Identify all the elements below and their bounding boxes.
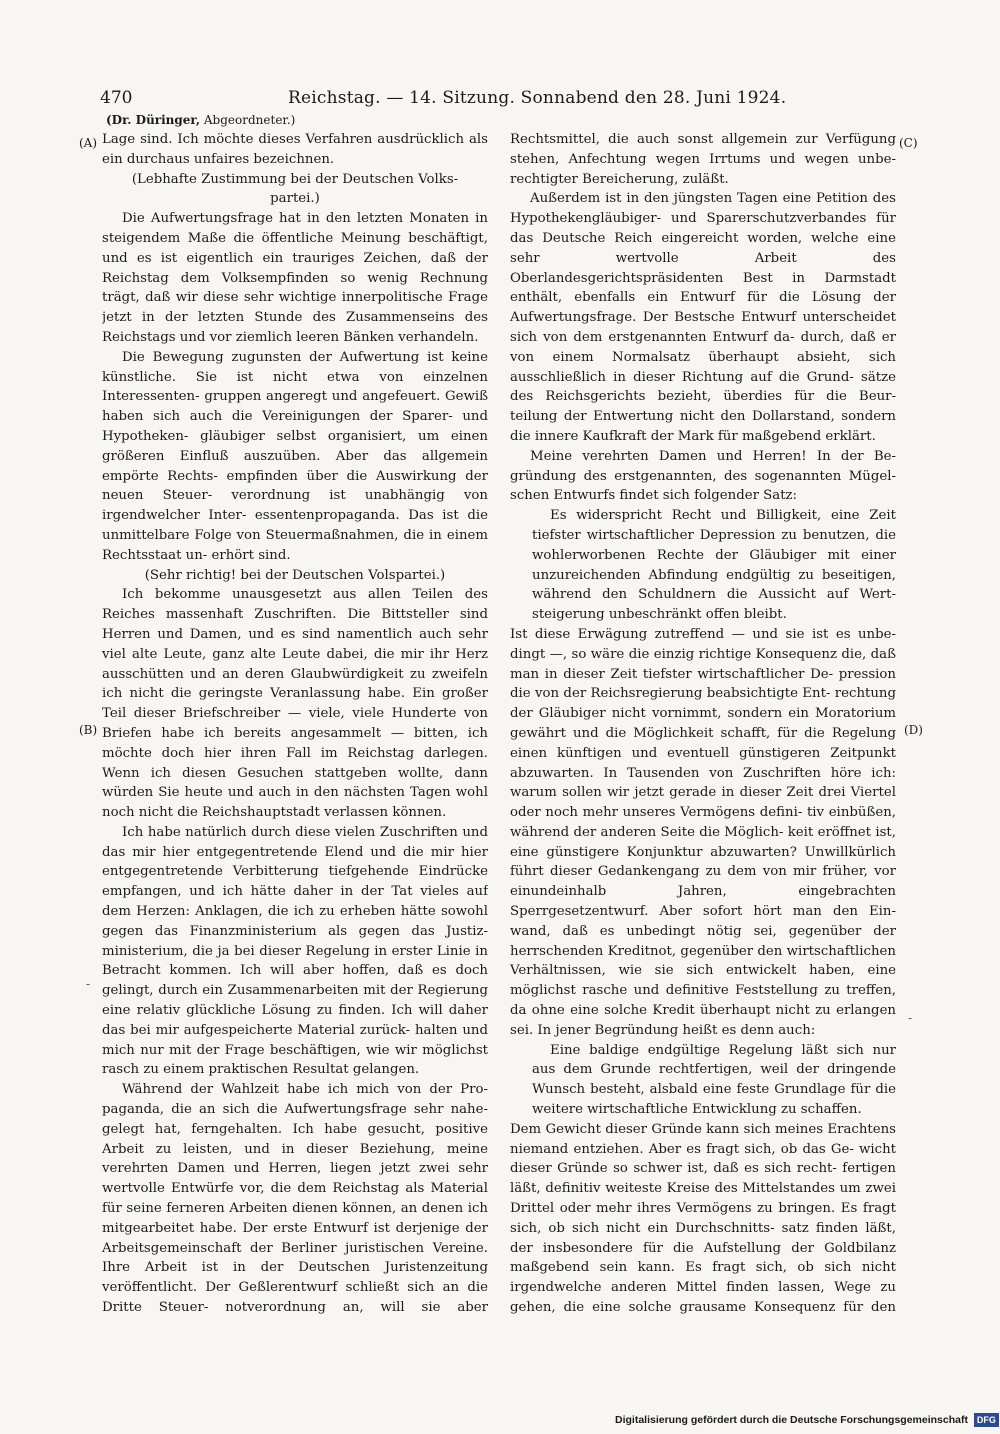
dfg-logo: DFG	[974, 1413, 999, 1427]
margin-marker-a: (A)	[79, 136, 98, 150]
paragraph: Während der Wahlzeit habe ich mich von der Pro- paganda, die an sich die Aufwertungsfrage sehr nahe- gelegt hat, ferngehalten. Ich habe gesucht, positive Arbeit zu leisten, und in dieser Beziehung, meine verehrten Damen und Herren, liegen jetzt zwei sehr wertvolle Entwürfe vor, die dem Reichstag als Material für seine ferneren Arbeiten dienen können, an denen ich mitgearbeitet habe. Der erste Entwurf ist derjenige der Arbeitsgemeinschaft der Berliner juristischen Vereine. Ihre Arbeit ist in der Deutschen Juristenzeitung veröffentlicht. Der Geßlerentwurf schließt sich an die Dritte Steuer- notverordnung an, will sie aber	[102, 1082, 488, 1316]
page-number: 470	[100, 88, 133, 108]
paragraph: Ist diese Erwägung zutreffend — und sie ist es unbe- dingt —, so wäre die einzig richtige Konsequenz die, daß man in dieser Zeit tiefster wirtschaftlicher De- pression die von der Reichsregierung beabsichtigte Ent- rechtung der Gläubiger nicht vornimmt, sondern ein Moratorium gewährt und die Möglichkeit schafft, für die Regelung einen künftigen und eventuell günstigeren Zeitpunkt abzuwarten. In Tausenden von Zuschriften höre ich: warum sollen wir jetzt gerade in dieser Zeit drei Viertel oder noch mehr unseres Vermögens defini- tiv einbüßen, während der anderen Seite die Möglich- keit eröffnet ist, eine günstigere Konjunktur abzuwarten? Unwillkürlich führt dieser Gedankengang zu dem von mir früher, vor einundeinhalb Jahren, eingebrachten Sperrgesetzentwurf. Aber sofort hört man den Ein- wand, daß es unbedingt nötig sei, gegenüber der herrschenden Kreditnot, gegenüber den wirtschaftlichen Verhältnissen, wie sie sich entwickelt haben, eine möglichst rasche und definitive Feststellung zu treffen, da ohne eine solche Kredit überhaupt nicht zu erlangen sei. In jener Begründung heißt es denn auch:	[510, 626, 896, 1038]
paragraph: Ich habe natürlich durch diese vielen Zuschriften und das mir hier entgegentretende Elend und die mir hier entgegentretende Verbitterung tiefgehende Eindrücke empfangen, und ich hätte daher in der Tat vieles auf dem Herzen: Anklagen, die ich zu erheben hätte sowohl gegen das Finanzministerium als gegen das Justiz- ministerium, die ja bei dieser Regelung in erster Linie in Betracht kommen. Ich will aber hoffen, daß es doch gelingt, durch ein Zusammenarbeiten mit der Regierung eine relativ glückliche Lösung zu finden. Ich will daher das bei mir aufgespeicherte Material zurück- halten und mich nur mit der Frage beschäftigen, wie wir möglichst rasch zu einem praktischen Resultat gelangen.	[102, 824, 488, 1078]
paragraph: Lage sind. Ich möchte dieses Verfahren ausdrücklich als ein durchaus unfaires bezeichnen.	[102, 132, 488, 167]
paragraph: Meine verehrten Damen und Herren! In der Be- gründung des erstgenannten, des sogenannten Mügel- schen Entwurfs findet sich folgender Satz:	[510, 448, 896, 504]
paragraph: Die Aufwertungsfrage hat in den letzten Monaten in steigendem Maße die öffentliche Meinung beschäftigt, und es ist eigentlich ein trauriges Zeichen, daß der Reichstag dem Volksempfinden so wenig Rechnung trägt, daß wir diese sehr wichtige innerpolitische Frage jetzt in der letzten Stunde des Zusammenseins des Reichstags und vor ziemlich leeren Bänken verhandeln.	[102, 211, 488, 345]
margin-dash: -	[86, 977, 91, 991]
right-column	[510, 130, 896, 1320]
block-quote: Eine baldige endgültige Regelung läßt sich nur aus dem Grunde rechtfertigen, weil der dringende Wunsch besteht, alsbald eine feste Grundlage für die weitere wirtschaftliche Entwicklung zu schaffen.	[532, 1042, 896, 1118]
speaker-line	[106, 112, 295, 128]
block-quote: Es widerspricht Recht und Billigkeit, eine Zeit tiefster wirtschaftlicher Depression zu benutzen, die wohlerworbenen Rechte der Gläubiger mit einer unzureichenden Abfindung endgültig zu beseitigen, während den Schuldnern die Aussicht auf Wert- steigerung unbeschränkt offen bleibt.	[532, 508, 896, 623]
interjection: (Sehr richtig! bei der Deutschen Volspartei.)	[144, 567, 446, 583]
paragraph: Die Bewegung zugunsten der Aufwertung ist keine künstliche. Sie ist nicht etwa von einzelnen Interessenten- gruppen angeregt und angefeuert. Gewiß haben sich auch die Vereinigungen der Sparer- und Hypotheken- gläubiger selbst organisiert, um einen größeren Einfluß auszuüben. Aber das allgemein empörte Rechts- empfinden über die Auswirkung der neuen Steuer- verordnung ist unabhängig von irgendwelcher Inter- essentenpropaganda. Das ist die unmittelbare Folge von Steuermaßnahmen, die in einem Rechtsstaat un- erhört sind.	[102, 349, 488, 563]
paragraph: Dem Gewicht dieser Gründe kann sich meines Erachtens niemand entziehen. Aber es fragt sich, ob das Ge- wicht dieser Gründe so schwer ist, daß es sich recht- fertigen läßt, definitiv weiteste Kreise des Mittelstandes um zwei Drittel oder mehr ihres Vermögens zu bringen. Es fragt sich, ob sich nicht ein Durchschnitts- satz finden läßt, der insbesondere für die Aufstellung der Goldbilanz maßgebend sein kann. Es fragt sich, ob sich nicht irgendwelche anderen Mittel finden lassen, Wege zu gehen, die eine solche grausame Konsequenz für den	[510, 1121, 896, 1316]
interjection: (Lebhafte Zustimmung bei der Deutschen Volks- partei.)	[131, 171, 459, 207]
margin-marker-c: (C)	[899, 136, 918, 150]
running-header	[100, 86, 910, 110]
speaker-name: (Dr. Düringer,	[106, 113, 201, 127]
digitization-footer	[615, 1413, 999, 1427]
speaker-role: Abgeordneter.)	[203, 113, 296, 127]
margin-marker-d: (D)	[904, 723, 923, 737]
left-column	[102, 130, 488, 1320]
footer-text: Digitalisierung gefördert durch die Deutsche Forschungsgemeinschaft	[615, 1414, 968, 1426]
paragraph: Außerdem ist in den jüngsten Tagen eine Petition des Hypothekengläubiger- und Sparerschutzverbandes für das Deutsche Reich eingereicht worden, welche eine sehr wertvolle Arbeit des Oberlandesgerichtspräsidenten Best in Darmstadt enthält, ebenfalls ein Entwurf für die Lösung der Aufwertungsfrage. Der Bestsche Entwurf unterscheidet sich von dem erstgenannten Entwurf da- durch, daß er von einem Normalsatz überhaupt absieht, sich ausschließlich in dieser Richtung auf die Grund- sätze des Reichsgerichts bezieht, überdies für die Beur- teilung der Entwertung nicht den Dollarstand, sondern die innere Kaufkraft der Mark für maßgebend erklärt.	[510, 191, 896, 444]
margin-dash: -	[908, 1011, 913, 1025]
paragraph: Ich bekomme unausgesetzt aus allen Teilen des Reiches massenhaft Zuschriften. Die Bittsteller sind Herren und Damen, und es sind namentlich auch sehr viel alte Leute, ganz alte Leute dabei, die mir ihr Herz ausschütten und an deren Glaubwürdigkeit zu zweifeln ich nicht die geringste Veranlassung habe. Ein großer Teil dieser Briefschreiber — viele, viele Hunderte von Briefen habe ich bereits angesammelt — bitten, ich möchte doch hier ihren Fall im Reichstag darlegen. Wenn ich diesen Gesuchen stattgeben wollte, dann würden Sie heute und auch in den nächsten Tagen wohl noch nicht die Reichshauptstadt verlassen können.	[102, 587, 488, 821]
paragraph: Rechtsmittel, die auch sonst allgemein zur Verfügung stehen, Anfechtung wegen Irrtums und wegen unbe- rechtigter Bereicherung, zuläßt.	[510, 132, 896, 187]
running-head-title: Reichstag. — 14. Sitzung. Sonnabend den 28. Juni 1924.	[288, 88, 787, 108]
margin-marker-b: (B)	[79, 723, 98, 737]
